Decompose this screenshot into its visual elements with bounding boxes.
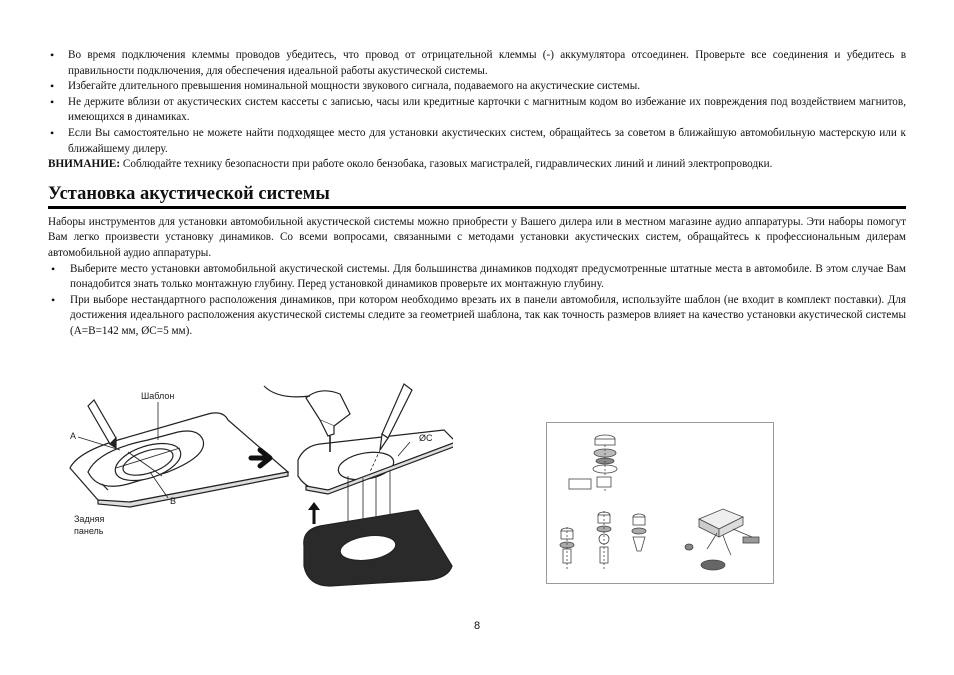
cutting-drawing: [264, 384, 453, 586]
diameter-c-label: ØC: [419, 433, 433, 443]
warning-note: [48, 157, 906, 173]
template-panel-drawing: [70, 400, 288, 507]
warning-text: Соблюдайте технику безопасности при работе около бензобака, газовых магистралей, гидравлических линий и линий электропроводки.: [120, 158, 773, 171]
intro-bullet-list: [48, 48, 906, 157]
list-item: • Если Вы самостоятельно не можете найти подходящее место для установки акустических систем, обращайтесь за советом в ближайшую автомобильную мастерскую или к ближайшему дилеру.: [48, 126, 906, 157]
up-arrow-icon: [308, 502, 320, 524]
section-paragraph: Наборы инструментов для установки автомобильной акустической системы можно приобрести у Вашего дилера или в местном магазине аудио аппаратуры. Эти наборы помогут Вам легко произвести установку динамиков. Со всеми вопросами, связанными с методами установки акустических систем, обращайтесь к профессиональным дилерам автомобильной аудио аппаратуры.: [48, 215, 906, 259]
page-number: 8: [473, 620, 481, 632]
rear-panel-label-line1: Задняя: [74, 514, 105, 524]
rear-panel-label-line2: панель: [74, 526, 104, 536]
list-item: • Избегайте длительного превышения номинальной мощности звукового сигнала, подаваемого на акустические системы.: [48, 79, 906, 95]
section-bullet-list: [48, 262, 906, 340]
list-item: • Во время подключения клеммы проводов убедитесь, что провод от отрицательной клеммы (-) аккумулятора отсоединен. Проверьте все соединения и убедитесь в правильности подключения, для обеспечения идеальной работы акустической системы.: [48, 48, 906, 79]
section-title: Установка акустической системы: [48, 183, 906, 209]
dimension-a-label: A: [70, 431, 77, 441]
warning-label: ВНИМАНИЕ:: [48, 158, 121, 171]
dimension-b-label: B: [170, 496, 177, 506]
template-installation-figure: [58, 380, 453, 588]
list-item: • При выборе нестандартного расположения динамиков, при котором необходимо врезать их в панели автомобиля, используйте шаблон (не входит в комплект поставки). Для достижения идеального расположения акустической системы следите за геометрией шаблона, так как точность размеров влияет на качество установки акустической системы (A=B=142 мм, ØC=5 мм).: [48, 293, 906, 340]
template-label: Шаблон: [141, 391, 175, 401]
speaker-mounting-figure: [546, 422, 774, 584]
list-item: • Выберите место установки автомобильной акустической системы. Для большинства динамиков подходят предусмотренные штатные места в автомобиле. В этом случае Вам понадобится знать только монтажную глубину. Перед установкой динамиков проверьте их монтажную глубину.: [48, 262, 906, 293]
page-content: [48, 48, 906, 340]
list-item: • Не держите вблизи от акустических систем кассеты с записью, часы или кредитные карточки с магнитным кодом во избежание их повреждения под воздействием магнитов, имеющихся в динамиках.: [48, 95, 906, 126]
